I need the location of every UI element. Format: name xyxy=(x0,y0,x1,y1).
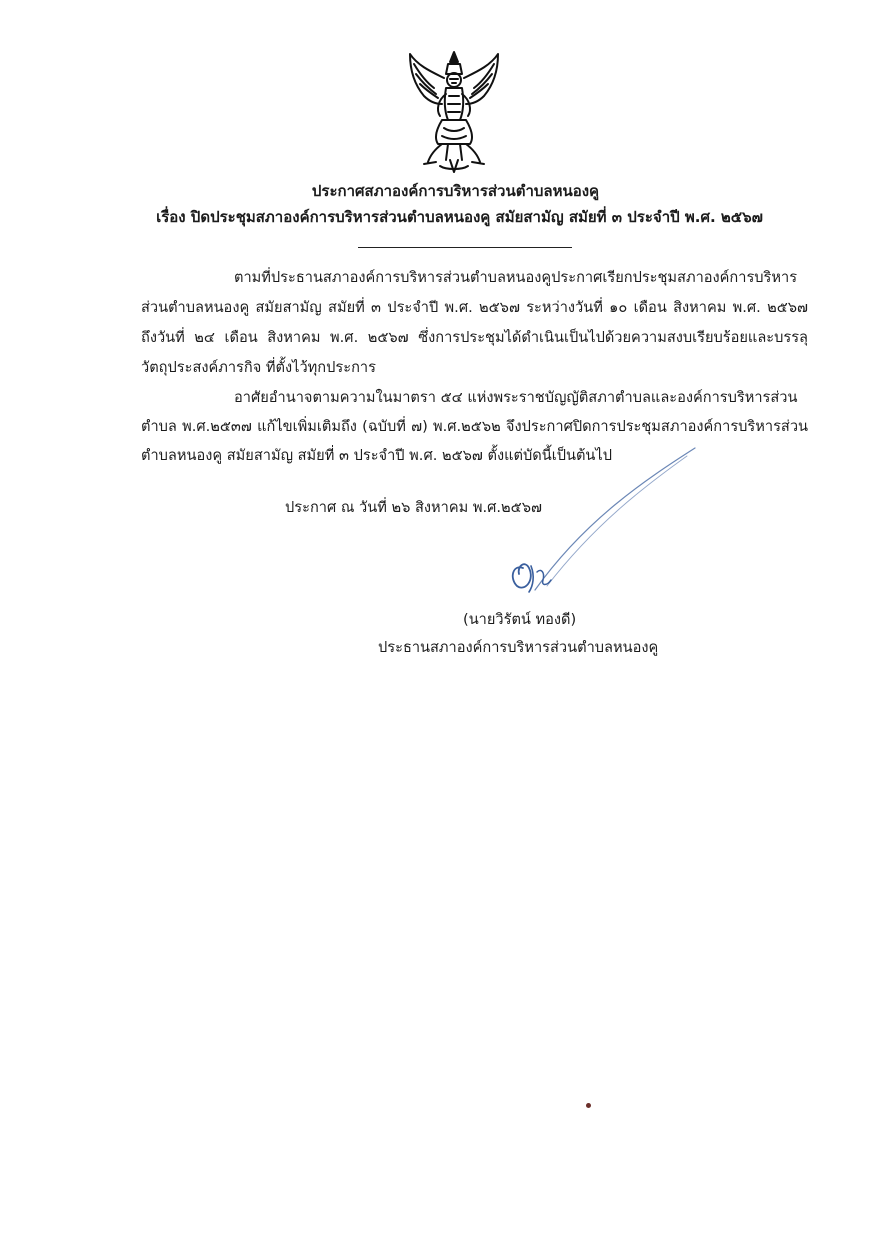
announcement-title: ประกาศสภาองค์การบริหารส่วนตำบลหนองคู xyxy=(311,182,600,200)
paragraph-1-line: ส่วนตำบลหนองคู สมัยสามัญ สมัยที่ ๓ ประจำปี พ.ศ. ๒๕๖๗ ระหว่างวันที่ ๑๐ เดือน สิงหาคม พ.ศ. ๒๕๖๗ xyxy=(141,299,808,316)
paragraph-1-line: ตามที่ประธานสภาองค์การบริหารส่วนตำบลหนองคูประกาศเรียกประชุมสภาองค์การบริหาร xyxy=(234,269,798,286)
paragraph-1-line: ถึงวันที่ ๒๔ เดือน สิงหาคม พ.ศ. ๒๕๖๗ ซึ่งการประชุมได้ดำเนินเป็นไปด้วยความสงบเรียบร้อยและบรรลุ xyxy=(141,329,808,346)
handwritten-signature xyxy=(495,440,705,600)
paragraph-1-line: วัตถุประสงค์ภารกิจ ที่ตั้งไว้ทุกประการ xyxy=(141,359,376,376)
garuda-emblem-icon xyxy=(404,44,504,176)
announcement-subject: เรื่อง ปิดประชุมสภาองค์การบริหารส่วนตำบลหนองคู สมัยสามัญ สมัยที่ ๓ ประจำปี พ.ศ. ๒๕๖๗ xyxy=(156,208,763,226)
title-divider xyxy=(358,247,572,248)
paragraph-2-line: ตำบล พ.ศ.๒๕๓๗ แก้ไขเพิ่มเติมถึง (ฉบับที่ ๗) พ.ศ.๒๕๖๒ จึงประกาศปิดการประชุมสภาองค์การบริหารส่วน xyxy=(141,418,808,435)
signatory-name: (นายวิรัตน์ ทองดี) xyxy=(463,611,577,628)
ink-stain xyxy=(586,1103,591,1108)
paragraph-2-line: ตำบลหนองคู สมัยสามัญ สมัยที่ ๓ ประจำปี พ.ศ. ๒๕๖๗ ตั้งแต่บัดนี้เป็นต้นไป xyxy=(141,447,613,464)
signatory-position: ประธานสภาองค์การบริหารส่วนตำบลหนองคู xyxy=(378,639,659,656)
paragraph-2-line: อาศัยอำนาจตามความในมาตรา ๕๔ แห่งพระราชบัญญัติสภาตำบลและองค์การบริหารส่วน xyxy=(234,389,798,406)
announce-date: ประกาศ ณ วันที่ ๒๖ สิงหาคม พ.ศ.๒๕๖๗ xyxy=(285,499,542,516)
